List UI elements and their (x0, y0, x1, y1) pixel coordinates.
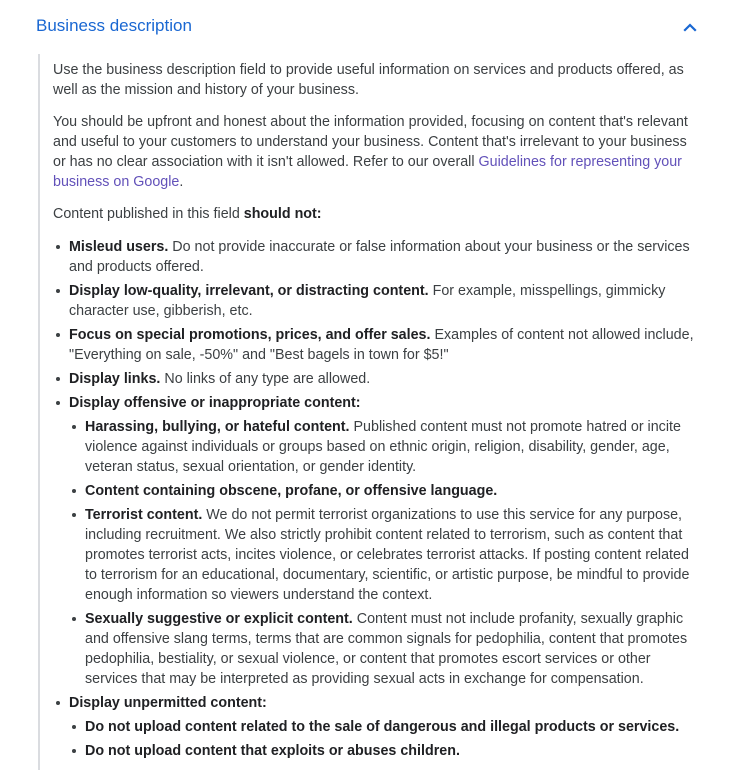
rules-list (53, 237, 698, 761)
honesty-after: . (179, 174, 184, 190)
rule-text: We do not permit terrorist organizations to use this service for any purpose, including recruitment. We also strictly prohibit content related to terrorism, such as content that promotes terrorist acts, incites violence, or celebrates terrorist attacks. If posting content related to terrorism for an educational, documentary, scientific, or artistic purpose, be mindful to provide enough information so viewers understand the context. (85, 507, 690, 603)
list-item (69, 741, 698, 761)
list-item (69, 717, 698, 737)
honesty-paragraph (53, 112, 698, 192)
honesty-text: You should be upfront and honest about the information provided, focusing on content that's relevant and useful to your customers to understand your business. Content that's irrelevant to your business or has no clear association with it isn't allowed. Refer to our overall (53, 114, 688, 170)
guidelines-link[interactable]: Guidelines for representing your business on Google (53, 154, 682, 190)
rule-text: Examples of content not allowed include, "Everything on sale, -50%" and "Best bagels in town for $5!" (69, 327, 694, 363)
rule-title: Do not upload content that exploits or abuses children. (85, 743, 460, 759)
offensive-sublist (69, 417, 698, 689)
list-item (69, 505, 698, 605)
list-item (69, 609, 698, 689)
rule-text: Content must not include profanity, sexually graphic and offensive slang terms, terms that are common signals for pedophilia, content that promotes pedophilia, bestiality, or sexual violence, or content that promotes escort services or other services that may be interpreted as providing sexual acts in exchange for compensation. (85, 611, 688, 687)
unpermitted-sublist (69, 717, 698, 761)
rule-text: Published content must not promote hatred or incite violence against individuals or groups based on ethnic origin, religion, disability, gender, age, veteran status, sexual orientation, or gender identity. (85, 419, 681, 475)
section-title: Business description (36, 16, 192, 35)
rule-title: Sexually suggestive or explicit content. (85, 611, 353, 627)
rule-title: Content containing obscene, profane, or offensive language. (85, 483, 498, 499)
rule-title: Display low-quality, irrelevant, or distracting content. (69, 283, 429, 299)
rule-title: Display unpermitted content: (69, 695, 267, 711)
intro-paragraph: Use the business description field to provide useful information on services and products offered, as well as the mission and history of your business. (53, 62, 684, 98)
rule-title: Display offensive or inappropriate content: (69, 395, 361, 411)
list-item (53, 369, 698, 389)
rule-title: Terrorist content. (85, 507, 203, 523)
rule-title: Display links. (69, 371, 161, 387)
accordion-content (38, 54, 698, 770)
should-not-intro (53, 204, 698, 224)
list-item (53, 393, 698, 689)
should-not-prefix: Content published in this field (53, 206, 244, 222)
rule-title: Do not upload content related to the sale of dangerous and illegal products or services. (85, 719, 680, 735)
rule-text: No links of any type are allowed. (160, 371, 371, 387)
rule-title: Misleud users. (69, 239, 169, 255)
list-item (53, 693, 698, 761)
list-item (53, 281, 698, 321)
chevron-up-icon[interactable] (682, 20, 698, 34)
should-not-bold: should not: (243, 206, 322, 222)
list-item (69, 481, 698, 501)
rule-title: Harassing, bullying, or hateful content. (85, 419, 350, 435)
list-item (53, 325, 698, 365)
rule-title: Focus on special promotions, prices, and offer sales. (69, 327, 431, 343)
rule-text: For example, misspellings, gimmicky character use, gibberish, etc. (69, 283, 666, 319)
list-item (53, 237, 698, 277)
rule-text: Do not provide inaccurate or false information about your business or the services and products offered. (69, 239, 690, 275)
list-item (69, 417, 698, 477)
accordion-header[interactable] (0, 0, 732, 52)
